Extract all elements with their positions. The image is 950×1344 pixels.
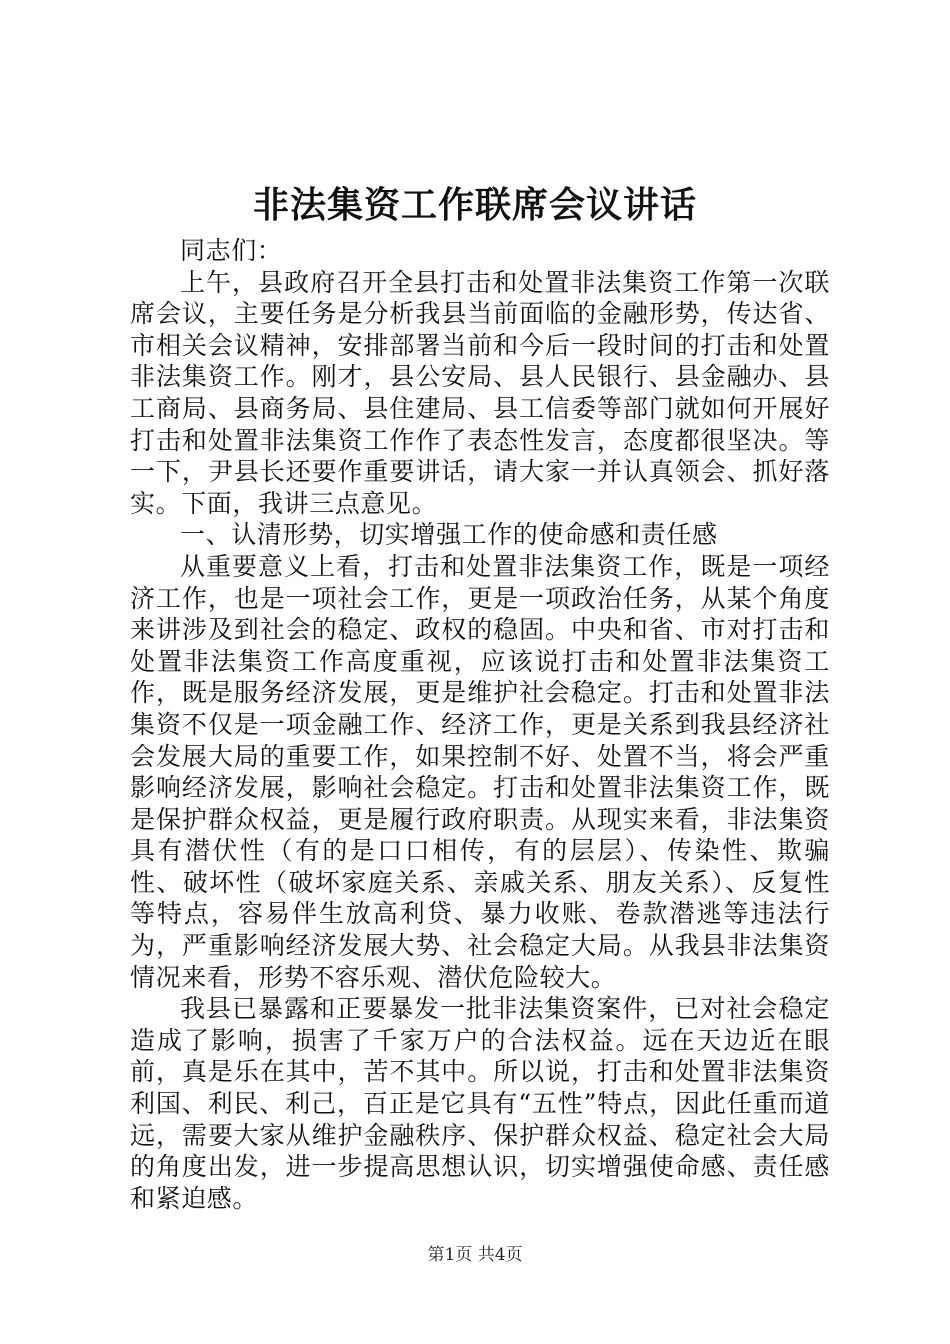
document-title: 非法集资工作联席会议讲话 bbox=[252, 184, 697, 226]
body-paragraph: 我县已暴露和正要暴发一批非法集资案件，已对社会稳定造成了影响，损害了千家万户的合法权益。远在天边近在眼前，真是乐在其中，苦不其中。所以说，打击和处置非法集资利国、利民、利己，百正是它具有“五性”特点，因此任重而道远，需要大家从维护金融秩序、保护群众权益、稳定社会大局的角度出发，进一步提高思想认识，切实增强使命感、责任感和紧迫感。 bbox=[130, 994, 830, 1213]
body-paragraph: 从重要意义上看，打击和处置非法集资工作，既是一项经济工作，也是一项社会工作，更是一项政治任务，从某个角度来讲涉及到社会的稳定、政权的稳固。中央和省、市对打击和处置非法集资工作高度重视，应该说打击和处置非法集资工作，既是服务经济发展，更是维护社会稳定。打击和处置非法集资不仅是一项金融工作、经济工作，更是关系到我县经济社会发展大局的重要工作，如果控制不好、处置不当，将会严重影响经济发展，影响社会稳定。打击和处置非法集资工作，既是保护群众权益，更是履行政府职责。从现实来看，非法集资具有潜伏性（有的是口口相传，有的层层）、传染性、欺骗性、破坏性（破坏家庭关系、亲戚关系、朋友关系）、反复性等特点，容易伴生放高利贷、暴力收账、卷款潜逃等违法行为，严重影响经济发展大势、社会稳定大局。从我县非法集资情况来看，形势不容乐观、潜伏危险较大。 bbox=[130, 551, 830, 992]
salutation-paragraph: 同志们： bbox=[180, 236, 283, 265]
intro-paragraph: 上午，县政府召开全县打击和处置非法集资工作第一次联席会议，主要任务是分析我县当前面临的金融形势，传达省、市相关会议精神，安排部署当前和今后一段时间的打击和处置非法集资工作。刚才，县公安局、县人民银行、县金融办、县工商局、县商务局、县住建局、县工信委等部门就如何开展好打击和处置非法集资工作作了表态性发言，态度都很坚决。等一下，尹县长还要作重要讲话，请大家一并认真领会、抓好落实。下面，我讲三点意见。 bbox=[130, 267, 830, 518]
document-body bbox=[130, 235, 830, 1214]
page-number-footer: 第1页 共4页 bbox=[427, 1245, 523, 1265]
section-heading: 一、认清形势，切实增强工作的使命感和责任感 bbox=[180, 520, 718, 550]
